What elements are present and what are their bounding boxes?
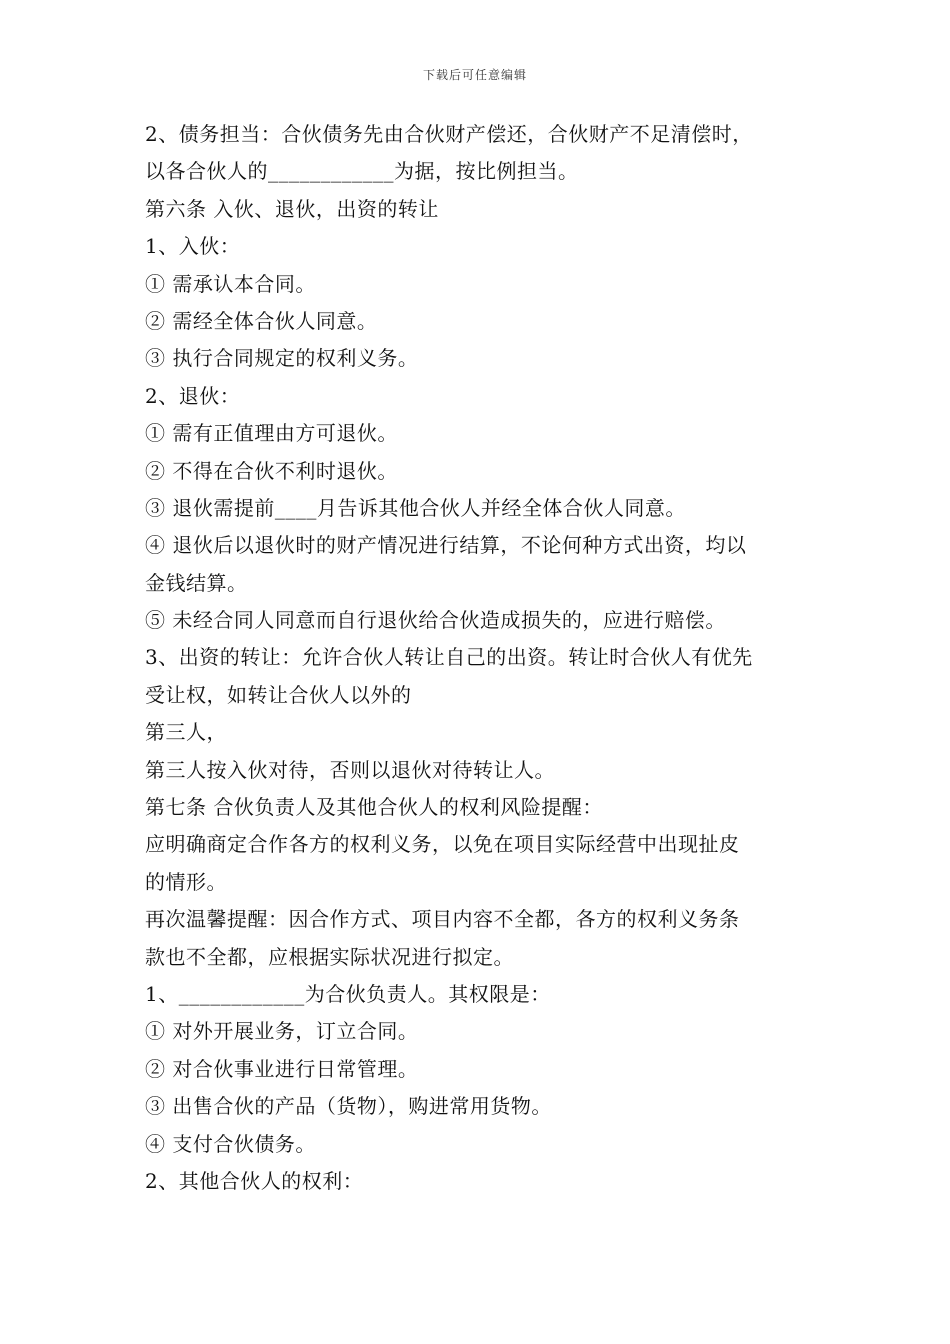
text-line: 应明确商定合作各方的权利义务，以免在项目实际经营中出现扯皮 bbox=[145, 832, 740, 857]
list-item: ② 对合伙事业进行日常管理。 bbox=[145, 1056, 419, 1081]
list-item: ⑤ 未经合同人同意而自行退伙给合伙造成损失的，应进行赔偿。 bbox=[145, 608, 726, 633]
document-body bbox=[145, 116, 810, 1200]
page-header: 下载后可任意编辑 bbox=[422, 68, 527, 82]
text-line: 款也不全都，应根据实际状况进行拟定。 bbox=[145, 944, 514, 969]
text-line: 2、退伙： bbox=[145, 383, 241, 408]
text-line: 金钱结算。 bbox=[145, 570, 248, 595]
list-item: ② 不得在合伙不利时退伙。 bbox=[145, 458, 398, 483]
list-item: ① 需有正值理由方可退伙。 bbox=[145, 421, 398, 446]
text-line: 3、出资的转让：允许合伙人转让自己的出资。转让时合伙人有优先 bbox=[145, 645, 753, 670]
list-item: ① 需承认本合同。 bbox=[145, 271, 316, 296]
text-line: 以各合伙人的____________为据，按比例担当。 bbox=[145, 159, 579, 184]
list-item: ③ 执行合同规定的权利义务。 bbox=[145, 346, 419, 371]
text-line: 第三人， bbox=[145, 720, 227, 745]
text-line: 1、入伙： bbox=[145, 234, 241, 259]
list-item: ① 对外开展业务，订立合同。 bbox=[145, 1019, 419, 1044]
list-item: ③ 退伙需提前____月告诉其他合伙人并经全体合伙人同意。 bbox=[145, 495, 686, 520]
text-line: 2、其他合伙人的权利： bbox=[145, 1168, 364, 1193]
list-item: ④ 支付合伙债务。 bbox=[145, 1131, 316, 1156]
text-line: 1、____________为合伙负责人。其权限是： bbox=[145, 981, 551, 1006]
text-line: 第三人按入伙对待，否则以退伙对待转让人。 bbox=[145, 757, 555, 782]
text-line: 再次温馨提醒：因合作方式、项目内容不全都，各方的权利义务条 bbox=[145, 907, 740, 932]
list-item: ② 需经全体合伙人同意。 bbox=[145, 308, 378, 333]
section-heading: 第七条 合伙负责人及其他合伙人的权利风险提醒： bbox=[145, 795, 603, 820]
text-line: 受让权，如转让合伙人以外的 bbox=[145, 682, 412, 707]
section-heading: 第六条 入伙、退伙，出资的转让 bbox=[145, 196, 439, 221]
text-line: 的情形。 bbox=[145, 869, 227, 894]
list-item: ③ 出售合伙的产品（货物），购进常用货物。 bbox=[145, 1094, 552, 1119]
text-line: 2、债务担当：合伙债务先由合伙财产偿还，合伙财产不足清偿时， bbox=[145, 122, 753, 146]
list-item: ④ 退伙后以退伙时的财产情况进行结算，不论何种方式出资，均以 bbox=[145, 533, 747, 558]
